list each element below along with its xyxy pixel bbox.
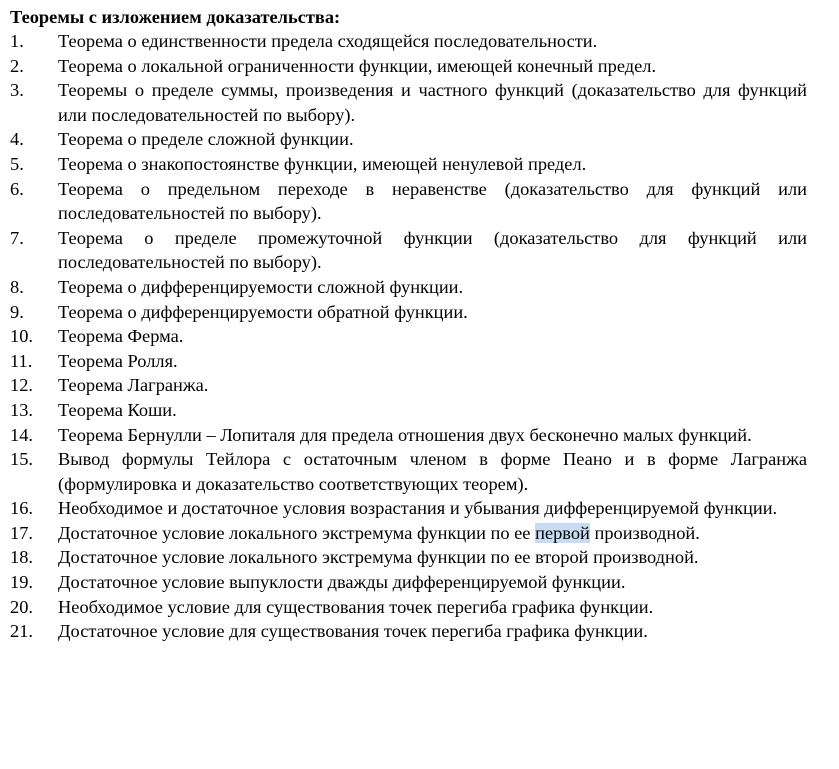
selected-word-highlight[interactable]: первой bbox=[535, 522, 590, 543]
list-item bbox=[10, 177, 807, 226]
item-text: Достаточное условие локального экстремума функции по ее bbox=[58, 522, 536, 543]
item-number: 19. bbox=[10, 572, 33, 593]
document-heading: Теоремы с изложением доказательства: bbox=[10, 7, 341, 27]
list-item bbox=[10, 152, 807, 177]
list-item bbox=[10, 226, 807, 275]
list-item bbox=[10, 595, 807, 620]
item-number: 6. bbox=[10, 178, 24, 199]
item-text: Теорема о дифференцируемости сложной функции. bbox=[58, 276, 464, 297]
list-item bbox=[10, 545, 807, 570]
list-item bbox=[10, 373, 807, 398]
item-number: 8. bbox=[10, 276, 24, 297]
item-text: Достаточное условие для существования точек перегиба графика функции. bbox=[58, 621, 648, 642]
item-text: Теорема Бернулли – Лопиталя для предела отношения двух бесконечно малых функций. bbox=[58, 424, 752, 445]
list-item bbox=[10, 275, 807, 300]
item-number: 3. bbox=[10, 80, 24, 101]
item-text: Теорема Коши. bbox=[58, 399, 177, 420]
theorem-list bbox=[10, 29, 807, 644]
item-text-tail: производной. bbox=[589, 522, 700, 543]
item-text: Вывод формулы Тейлора с остаточным членом в форме Пеано и в форме Лагранжа (формулировка и доказательство соответствующих теорем). bbox=[58, 449, 807, 494]
list-item bbox=[10, 349, 807, 374]
item-number: 9. bbox=[10, 301, 24, 322]
item-text: Теорема Ролля. bbox=[58, 350, 178, 371]
item-text: Достаточное условие выпуклости дважды дифференцируемой функции. bbox=[58, 572, 626, 593]
list-item bbox=[10, 127, 807, 152]
list-item bbox=[10, 78, 807, 127]
list-item bbox=[10, 29, 807, 54]
item-text: Необходимое и достаточное условия возрастания и убывания дифференцируемой функции. bbox=[58, 498, 778, 519]
item-text: Теорема о единственности предела сходящейся последовательности. bbox=[58, 31, 598, 51]
item-number: 13. bbox=[10, 399, 33, 420]
item-number: 12. bbox=[10, 375, 33, 396]
item-number: 18. bbox=[10, 547, 33, 568]
item-text: Достаточное условие локального экстремума функции по ее второй производной. bbox=[58, 547, 699, 568]
item-number: 21. bbox=[10, 621, 33, 642]
item-text: Необходимое условие для существования точек перегиба графика функции. bbox=[58, 596, 654, 617]
list-item bbox=[10, 423, 807, 448]
list-item bbox=[10, 619, 807, 644]
item-number: 5. bbox=[10, 153, 24, 174]
item-number: 15. bbox=[10, 449, 33, 470]
list-item bbox=[10, 54, 807, 79]
item-number: 4. bbox=[10, 129, 24, 150]
item-text: Теорема о дифференцируемости обратной функции. bbox=[58, 301, 468, 322]
item-text: Теорема Лагранжа. bbox=[58, 375, 209, 396]
list-item bbox=[10, 447, 807, 496]
item-text: Теорема о предельном переходе в неравенстве (доказательство для функций или последовательностей по выбору). bbox=[58, 178, 807, 224]
item-number: 17. bbox=[10, 522, 33, 543]
list-item bbox=[10, 398, 807, 423]
item-number: 7. bbox=[10, 227, 24, 248]
item-number: 11. bbox=[10, 350, 33, 371]
item-number: 10. bbox=[10, 326, 33, 347]
item-number: 20. bbox=[10, 596, 33, 617]
item-number: 16. bbox=[10, 498, 33, 519]
list-item bbox=[10, 521, 807, 546]
item-number: 1. bbox=[10, 31, 24, 51]
item-text: Теорема о пределе сложной функции. bbox=[58, 129, 354, 150]
item-text: Теорема о локальной ограниченности функции, имеющей конечный предел. bbox=[58, 55, 657, 76]
item-text: Теорема Ферма. bbox=[58, 326, 184, 347]
list-item bbox=[10, 496, 807, 521]
list-item bbox=[10, 324, 807, 349]
list-item bbox=[10, 570, 807, 595]
item-text: Теорема о знакопостоянстве функции, имеющей ненулевой предел. bbox=[58, 153, 587, 174]
item-text: Теорема о пределе промежуточной функции (доказательство для функций или последовательностей по выбору). bbox=[58, 227, 807, 273]
item-number: 2. bbox=[10, 55, 24, 76]
list-item bbox=[10, 300, 807, 325]
item-number: 14. bbox=[10, 424, 33, 445]
item-text: Теоремы о пределе суммы, произведения и частного функций (доказательство для функций или последовательностей по выбору). bbox=[58, 80, 807, 125]
